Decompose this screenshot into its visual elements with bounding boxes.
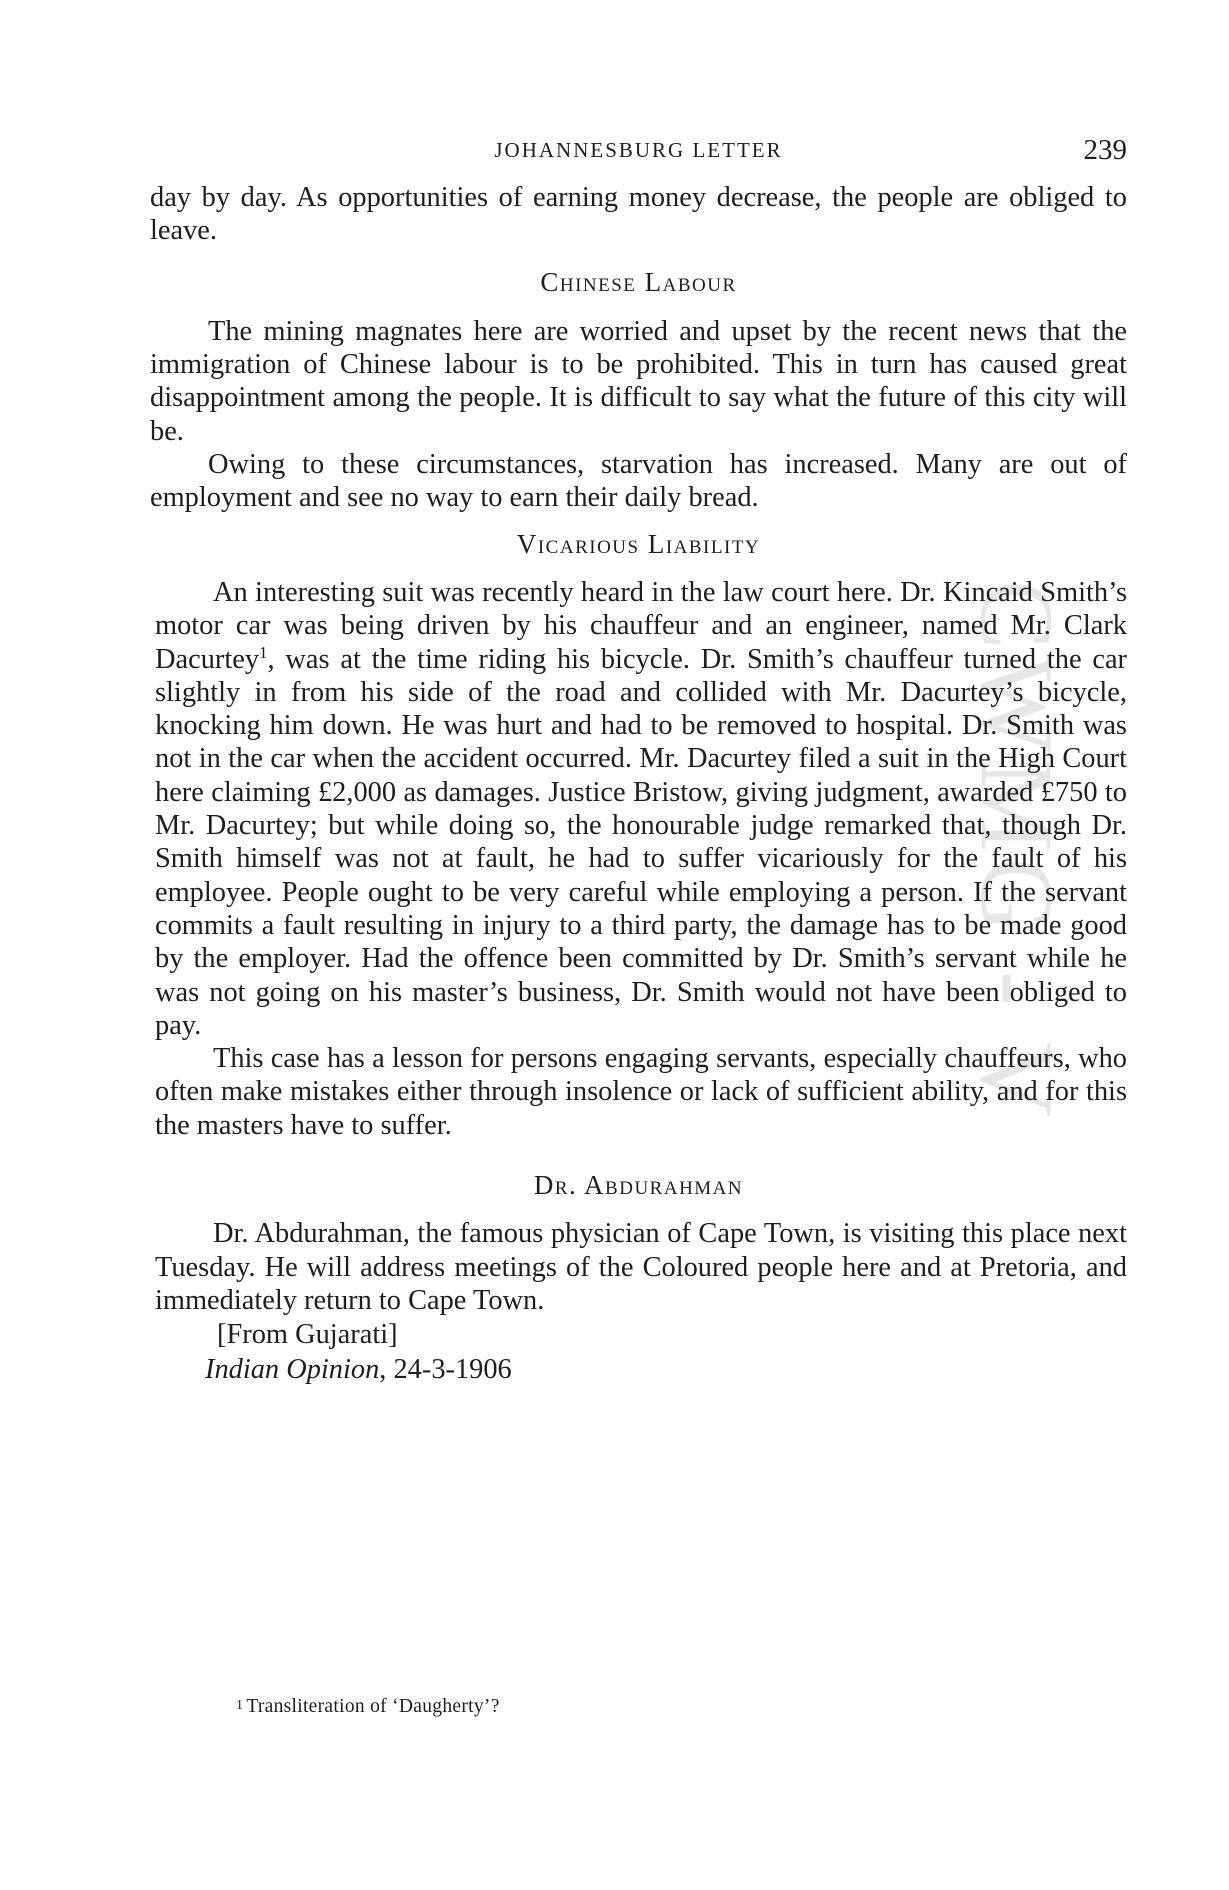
publication-name: Indian Opinion <box>205 1353 380 1385</box>
footnote-text: Transliteration of ‘Daugherty’? <box>246 1696 500 1717</box>
page-number: 239 <box>1083 134 1127 166</box>
footnote-reference: 1 <box>259 642 268 662</box>
publication-citation <box>205 1353 1127 1386</box>
vicarious-text-part-2: , was at the time riding his bicycle. Dr. Smith’s chauffeur turned the car slightly in from his side of the road and collided with Mr. Dacurtey’s bicycle, knocking him down. He was hurt and had to be removed to hospital. Dr. Smith was not in the car when the accident occurred. Mr. Dacurtey filed a suit in the High Court here claiming £2,000 as damages. Justice Bristow, giving judgment, awarded £750 to Mr. Dacurtey; but while doing so, the honourable judge remarked that, though Dr. Smith himself was not at fault, he had to suffer vicariously for the fault of his employee. People ought to be very careful while employing a person. If the servant commits a fault resulting in injury to a third party, the damage has to be made good by the employer. Had the offence been committed by Dr. Smith’s servant while he was not going on his master’s business, Dr. Smith would not have been obliged to pay. <box>155 643 1127 1041</box>
vicarious-paragraph-1 <box>155 576 1127 1042</box>
vicarious-section <box>155 576 1127 1142</box>
vicarious-paragraph-2: This case has a lesson for persons engaging servants, especially chauffeurs, who often make mistakes either through insolence or lack of sufficient ability, and for this the masters have to suffer. <box>155 1043 1127 1141</box>
publication-date: , 24-3-1906 <box>379 1353 512 1385</box>
footnote-number: 1 <box>236 1698 244 1713</box>
footnote <box>236 1696 500 1718</box>
vicarious-text-part-1: An interesting suit was recently heard in the law court here. Dr. Kincaid Smith’s motor car was being driven by his chauffeur and an engineer, named Mr. Clark Dacurtey <box>155 576 1127 675</box>
running-title: JOHANNESBURG LETTER <box>494 138 783 162</box>
heading-chinese-labour: Chinese Labour <box>540 266 737 297</box>
watermark: CWMG - V <box>959 580 1074 1123</box>
abdurahman-paragraph: Dr. Abdurahman, the famous physician of Cape Town, is visiting this place next Tuesday. He will address meetings of the Coloured people here and at Pretoria, and immediately return to Cape Town. <box>155 1218 1127 1316</box>
abdurahman-section <box>155 1217 1127 1385</box>
chinese-paragraph-2: Owing to these circumstances, starvation has increased. Many are out of employment and see no way to earn their daily bread. <box>150 449 1127 514</box>
running-head <box>150 134 1127 168</box>
chinese-paragraph-1: The mining magnates here are worried and upset by the recent news that the immigration of Chinese labour is to be prohibited. This in turn has caused great disappointment among the people. It is difficult to say what the future of this city will be. <box>150 315 1127 447</box>
heading-dr-abdurahman: Dr. Abdurahman <box>533 1170 744 1201</box>
intro-paragraph: day by day. As opportunities of earning money decrease, the people are obliged to leave. <box>150 182 1127 247</box>
heading-vicarious-liability: Vicarious Liability <box>516 528 761 559</box>
translation-note: [From Gujarati] <box>217 1319 398 1351</box>
body-text <box>150 181 1127 1386</box>
